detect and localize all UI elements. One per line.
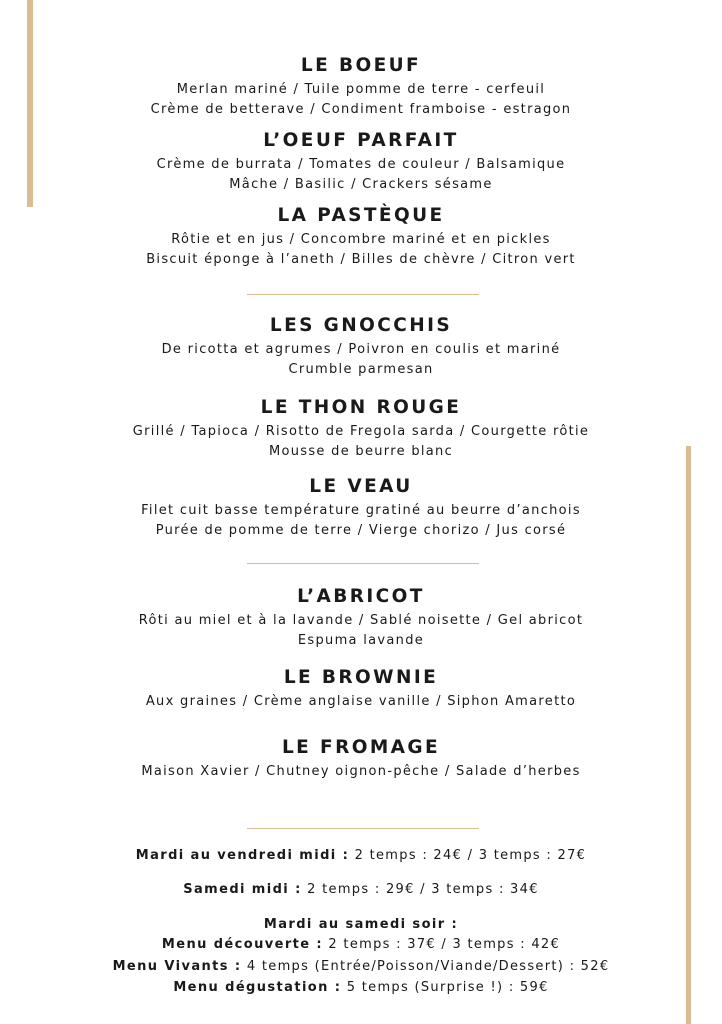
price-menu-degustation bbox=[0, 978, 722, 998]
dish-description: Crème de betterave / Condiment framboise - estragon bbox=[150, 101, 572, 117]
dish-title: L’OEUF PARFAIT bbox=[263, 130, 459, 151]
section-divider bbox=[247, 294, 479, 295]
dish-title: LE BROWNIE bbox=[283, 667, 439, 688]
dish-title: LE THON ROUGE bbox=[260, 397, 462, 418]
price-value: 2 temps : 37€ / 3 temps : 42€ bbox=[322, 937, 561, 952]
price-label: Menu Vivants : bbox=[112, 959, 242, 974]
dish-title: LE VEAU bbox=[309, 476, 413, 497]
dish-description: Aux graines / Crème anglaise vanille / Siphon Amaretto bbox=[145, 694, 577, 709]
dish-title: LE BOEUF bbox=[300, 55, 422, 76]
dish-title: LE FROMAGE bbox=[281, 737, 441, 758]
dish-description: Crumble parmesan bbox=[288, 361, 434, 377]
price-value: 2 temps : 24€ / 3 temps : 27€ bbox=[349, 848, 587, 863]
section-divider bbox=[247, 828, 479, 829]
dish-le-fromage bbox=[0, 737, 722, 782]
dish-title: LA PASTÈQUE bbox=[277, 205, 445, 226]
dish-description: De ricotta et agrumes / Poivron en coulis et mariné bbox=[161, 342, 561, 357]
dish-description: Rôti au miel et à la lavande / Sablé noisette / Gel abricot bbox=[138, 613, 584, 628]
dish-l-abricot bbox=[0, 586, 722, 650]
price-weekday-lunch bbox=[0, 846, 722, 866]
dish-description: Biscuit éponge à l’aneth / Billes de chèvre / Citron vert bbox=[146, 251, 576, 267]
price-label: Samedi midi : bbox=[183, 882, 302, 897]
dish-description: Purée de pomme de terre / Vierge chorizo / Jus corsé bbox=[155, 522, 567, 538]
price-label: Menu dégustation : bbox=[173, 980, 342, 995]
price-menu-vivants bbox=[0, 957, 722, 977]
price-value: 4 temps (Entrée/Poisson/Viande/Dessert) : 52€ bbox=[241, 959, 610, 974]
price-value: 5 temps (Surprise !) : 59€ bbox=[341, 980, 549, 995]
dish-description: Filet cuit basse température gratiné au beurre d’anchois bbox=[141, 503, 581, 518]
dish-la-pasteque bbox=[0, 205, 722, 269]
price-menu-decouverte bbox=[0, 935, 722, 955]
dish-oeuf-parfait bbox=[0, 130, 722, 194]
dish-title: LES GNOCCHIS bbox=[269, 315, 453, 336]
dish-le-boeuf bbox=[0, 55, 722, 119]
price-label: Menu découverte : bbox=[161, 937, 323, 952]
dish-description: Grillé / Tapioca / Risotto de Fregola sarda / Courgette rôtie bbox=[132, 424, 590, 439]
dish-le-brownie bbox=[0, 667, 722, 712]
dish-description: Maison Xavier / Chutney oignon-pêche / Salade d’herbes bbox=[141, 764, 581, 779]
dish-description: Rôtie et en jus / Concombre mariné et en pickles bbox=[171, 232, 551, 247]
price-saturday-lunch bbox=[0, 880, 722, 900]
section-divider bbox=[247, 563, 479, 564]
dish-description: Crème de burrata / Tomates de couleur / Balsamique bbox=[156, 157, 566, 172]
dish-title: L’ABRICOT bbox=[297, 586, 425, 607]
evening-heading bbox=[0, 915, 722, 935]
dish-description: Mousse de beurre blanc bbox=[268, 443, 454, 459]
price-value: 2 temps : 29€ / 3 temps : 34€ bbox=[301, 882, 539, 897]
dish-description: Merlan mariné / Tuile pomme de terre - cerfeuil bbox=[176, 82, 546, 97]
dish-description: Espuma lavande bbox=[297, 632, 425, 648]
dish-description: Mâche / Basilic / Crackers sésame bbox=[229, 176, 493, 192]
dish-les-gnocchis bbox=[0, 315, 722, 379]
price-label: Mardi au vendredi midi : bbox=[135, 848, 350, 863]
dish-le-thon-rouge bbox=[0, 397, 722, 461]
dish-le-veau bbox=[0, 476, 722, 540]
price-heading: Mardi au samedi soir : bbox=[263, 917, 459, 932]
